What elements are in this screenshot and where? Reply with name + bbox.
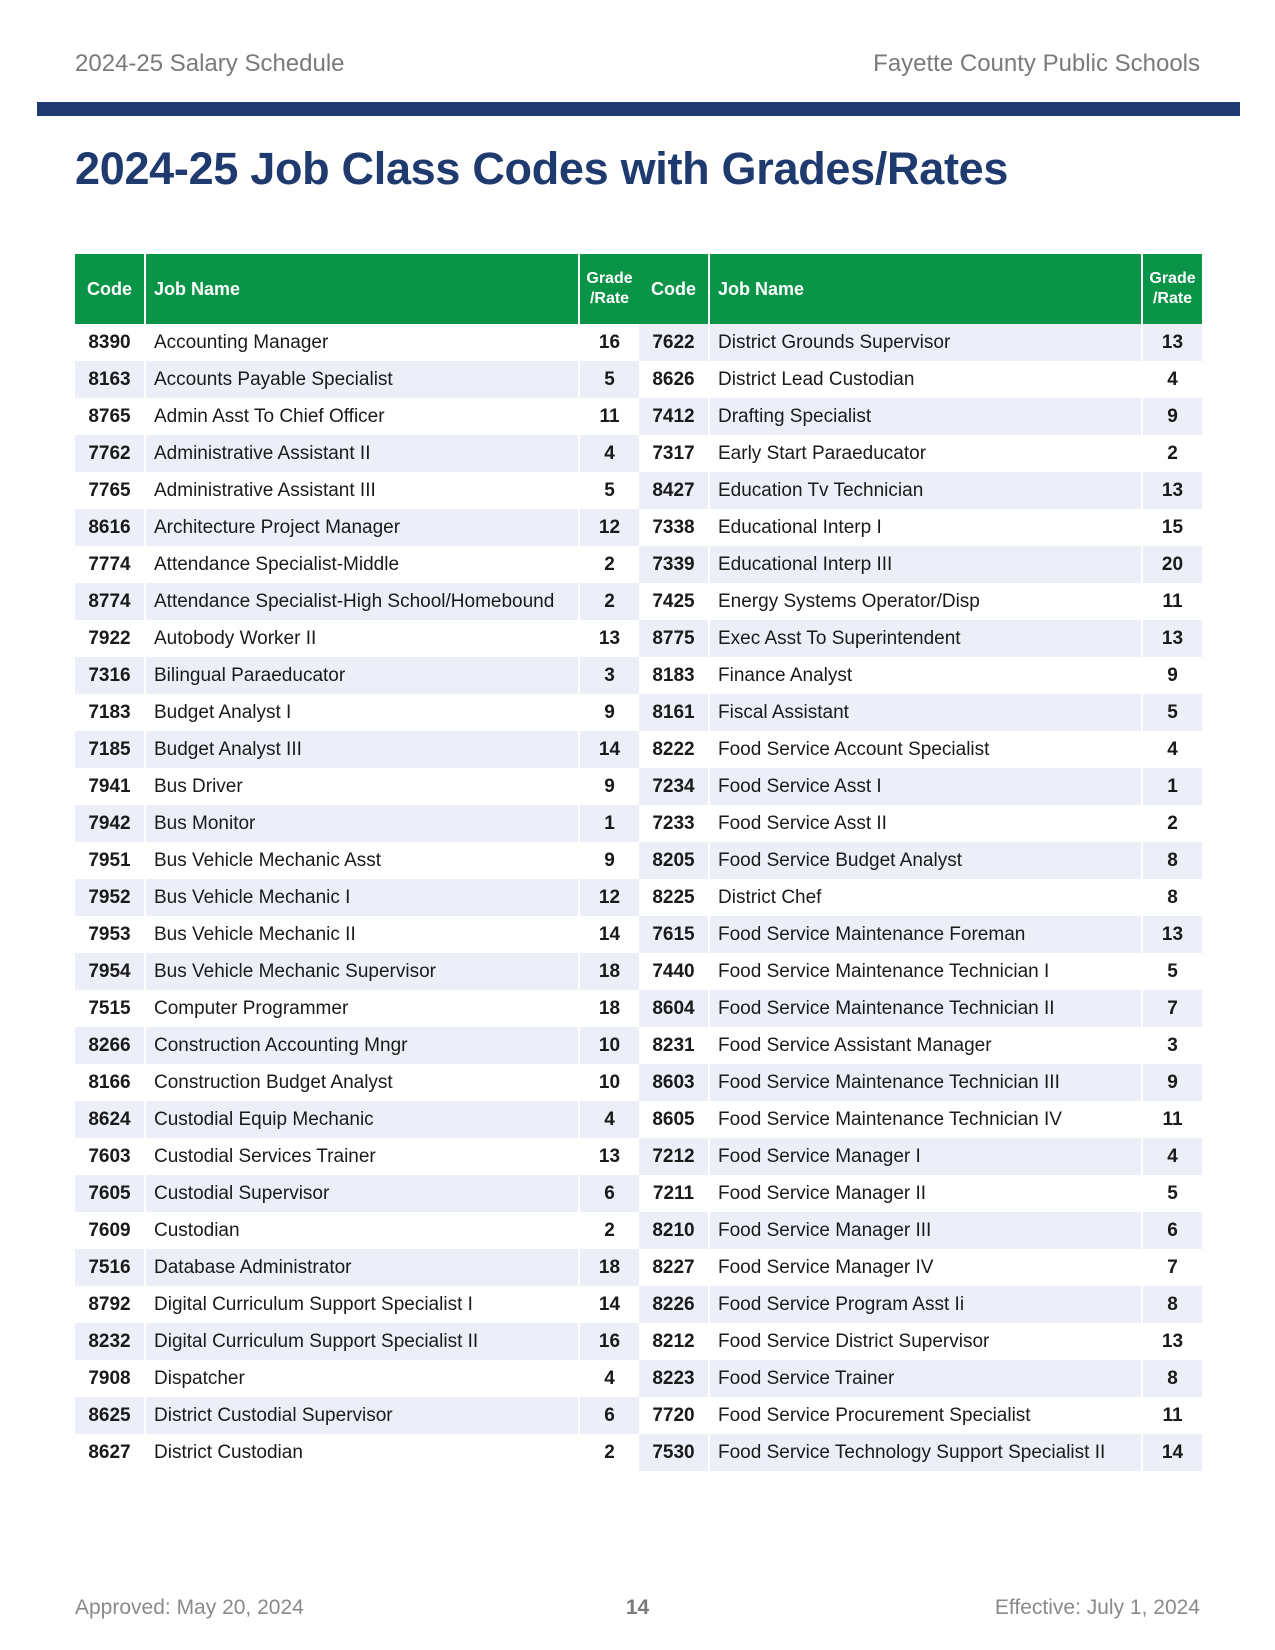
table-row xyxy=(639,1360,1202,1397)
job-name-cell: Food Service Account Specialist xyxy=(709,731,1142,768)
job-name-cell: Computer Programmer xyxy=(145,990,579,1027)
job-code-cell: 8626 xyxy=(639,361,709,398)
column-header-code: Code xyxy=(639,254,709,324)
job-code-cell: 7762 xyxy=(75,435,145,472)
job-code-cell: 7720 xyxy=(639,1397,709,1434)
job-name-cell: Attendance Specialist-Middle xyxy=(145,546,579,583)
grade-rate-cell: 7 xyxy=(1142,1249,1202,1286)
grade-rate-cell: 4 xyxy=(1142,731,1202,768)
job-name-cell: Food Service Procurement Specialist xyxy=(709,1397,1142,1434)
job-code-cell: 8166 xyxy=(75,1064,145,1101)
job-name-cell: District Grounds Supervisor xyxy=(709,324,1142,361)
table-row xyxy=(639,768,1202,805)
header-schedule-title: 2024-25 Salary Schedule xyxy=(75,50,345,77)
table-row xyxy=(639,1323,1202,1360)
grade-rate-cell: 13 xyxy=(598,1145,621,1167)
table-row xyxy=(639,583,1202,620)
grade-rate-cell: 18 xyxy=(598,997,621,1019)
job-code-cell: 7516 xyxy=(75,1249,145,1286)
table-body-right xyxy=(639,324,1202,1471)
grade-rate-cell: 14 xyxy=(598,1293,621,1315)
job-code-cell: 7622 xyxy=(639,324,709,361)
table-row xyxy=(75,1064,639,1101)
job-name-cell: Dispatcher xyxy=(145,1360,579,1397)
job-name-cell: Food Service Maintenance Foreman xyxy=(709,916,1142,953)
table-row xyxy=(639,1249,1202,1286)
job-name-cell: Food Service Maintenance Technician IV xyxy=(709,1101,1142,1138)
table-row xyxy=(75,953,639,990)
grade-header-line2: /Rate xyxy=(589,290,630,307)
job-code-cell: 8232 xyxy=(75,1323,145,1360)
footer-page-number: 14 xyxy=(625,1596,650,1619)
table-row xyxy=(75,731,639,768)
table-row xyxy=(639,1101,1202,1138)
table-row xyxy=(639,324,1202,361)
job-code-cell: 7954 xyxy=(75,953,145,990)
table-row xyxy=(639,398,1202,435)
table-row xyxy=(639,620,1202,657)
grade-rate-cell: 4 xyxy=(604,1367,615,1389)
table-row xyxy=(639,546,1202,583)
grade-rate-cell: 1 xyxy=(579,805,639,842)
table-row xyxy=(75,472,639,509)
table-row xyxy=(75,546,639,583)
grade-rate-cell: 5 xyxy=(604,479,615,501)
table-row xyxy=(639,509,1202,546)
table-row xyxy=(75,694,639,731)
job-code-cell: 7317 xyxy=(639,435,709,472)
table-body-left xyxy=(75,324,639,1471)
table-row xyxy=(639,1286,1202,1323)
table-row xyxy=(75,509,639,546)
grade-rate-cell: 4 xyxy=(579,435,639,472)
job-name-cell: Admin Asst To Chief Officer xyxy=(145,398,579,435)
job-code-cell: 7339 xyxy=(639,546,709,583)
job-name-cell: Bus Vehicle Mechanic II xyxy=(145,916,579,953)
table-row xyxy=(639,1027,1202,1064)
table-row xyxy=(75,1434,639,1471)
job-name-cell: Educational Interp I xyxy=(709,509,1142,546)
job-code-cell: 8183 xyxy=(639,657,709,694)
job-name-cell: Database Administrator xyxy=(145,1249,579,1286)
job-code-cell: 8774 xyxy=(75,583,145,620)
grade-rate-cell: 4 xyxy=(1142,1138,1202,1175)
table-row xyxy=(75,990,639,1027)
table-row xyxy=(639,472,1202,509)
column-header-grade-rate xyxy=(1142,254,1202,324)
table-header-row xyxy=(639,254,1202,324)
table-row xyxy=(75,324,639,361)
table-row xyxy=(75,1138,639,1175)
table-row xyxy=(75,916,639,953)
grade-rate-cell: 6 xyxy=(1142,1212,1202,1249)
footer-effective-date: Effective: July 1, 2024 xyxy=(994,1596,1200,1619)
job-name-cell: Budget Analyst III xyxy=(145,731,579,768)
grade-rate-cell: 5 xyxy=(1142,953,1202,990)
grade-rate-cell: 14 xyxy=(598,923,621,945)
job-code-cell: 8624 xyxy=(75,1101,145,1138)
job-code-cell: 7615 xyxy=(639,916,709,953)
table-row xyxy=(639,1064,1202,1101)
job-name-cell: Food Service Maintenance Technician III xyxy=(709,1064,1142,1101)
table-row xyxy=(75,398,639,435)
job-name-cell: Custodial Supervisor xyxy=(145,1175,579,1212)
table-row xyxy=(75,768,639,805)
job-code-cell: 7765 xyxy=(75,472,145,509)
grade-rate-cell: 11 xyxy=(1142,1101,1202,1138)
job-code-cell: 8603 xyxy=(639,1064,709,1101)
grade-rate-cell: 5 xyxy=(1142,1175,1202,1212)
job-name-cell: Bus Vehicle Mechanic Supervisor xyxy=(145,953,579,990)
job-name-cell: Custodial Services Trainer xyxy=(145,1138,579,1175)
grade-rate-cell: 4 xyxy=(1142,361,1202,398)
job-code-cell: 8223 xyxy=(639,1360,709,1397)
table-row xyxy=(75,657,639,694)
table-row xyxy=(75,1397,639,1434)
job-code-cell: 7530 xyxy=(639,1434,709,1471)
grade-rate-cell: 11 xyxy=(599,405,620,427)
table-row xyxy=(639,1212,1202,1249)
table-row xyxy=(639,990,1202,1027)
job-name-cell: Food Service Asst II xyxy=(709,805,1142,842)
job-name-cell: Food Service Asst I xyxy=(709,768,1142,805)
grade-rate-cell: 11 xyxy=(1142,583,1202,620)
table-row xyxy=(75,1286,639,1323)
job-code-cell: 8225 xyxy=(639,879,709,916)
job-name-cell: Custodian xyxy=(145,1212,579,1249)
table-row xyxy=(75,1323,639,1360)
table-row xyxy=(75,805,639,842)
job-code-cell: 7605 xyxy=(75,1175,145,1212)
grade-rate-cell: 9 xyxy=(1142,1064,1202,1101)
grade-header-line2: /Rate xyxy=(1152,290,1193,307)
job-name-cell: Administrative Assistant II xyxy=(145,435,579,472)
grade-rate-cell: 2 xyxy=(604,1219,615,1241)
job-code-cell: 8616 xyxy=(75,509,145,546)
grade-rate-cell: 5 xyxy=(1142,694,1202,731)
grade-rate-cell: 13 xyxy=(1142,472,1202,509)
grade-rate-cell: 13 xyxy=(1142,620,1202,657)
grade-rate-cell: 12 xyxy=(579,509,639,546)
job-name-cell: Custodial Equip Mechanic xyxy=(145,1101,579,1138)
grade-rate-cell: 5 xyxy=(579,361,639,398)
job-codes-table-right xyxy=(639,254,1202,1471)
grade-rate-cell: 14 xyxy=(1142,1434,1202,1471)
table-row xyxy=(639,731,1202,768)
column-header-job-name: Job Name xyxy=(145,254,579,324)
job-code-cell: 8212 xyxy=(639,1323,709,1360)
job-name-cell: Food Service Manager II xyxy=(709,1175,1142,1212)
grade-rate-cell: 6 xyxy=(579,1397,639,1434)
grade-rate-cell: 9 xyxy=(604,849,615,871)
job-code-cell: 7774 xyxy=(75,546,145,583)
job-name-cell: Budget Analyst I xyxy=(145,694,579,731)
column-header-job-name: Job Name xyxy=(709,254,1142,324)
grade-rate-cell: 13 xyxy=(1142,1323,1202,1360)
job-code-cell: 8605 xyxy=(639,1101,709,1138)
job-code-cell: 7183 xyxy=(75,694,145,731)
table-row xyxy=(639,1138,1202,1175)
grade-rate-cell: 13 xyxy=(598,627,621,649)
job-name-cell: District Custodian xyxy=(145,1434,579,1471)
job-codes-table-left xyxy=(75,254,639,1471)
table-row xyxy=(639,435,1202,472)
grade-rate-cell: 8 xyxy=(1142,879,1202,916)
job-code-cell: 7603 xyxy=(75,1138,145,1175)
grade-rate-cell: 12 xyxy=(579,879,639,916)
job-code-cell: 8427 xyxy=(639,472,709,509)
job-code-cell: 7234 xyxy=(639,768,709,805)
grade-rate-cell: 20 xyxy=(1142,546,1202,583)
job-code-cell: 7185 xyxy=(75,731,145,768)
job-name-cell: Food Service Trainer xyxy=(709,1360,1142,1397)
job-code-cell: 7316 xyxy=(75,657,145,694)
job-name-cell: Finance Analyst xyxy=(709,657,1142,694)
job-code-cell: 7922 xyxy=(75,620,145,657)
table-row xyxy=(639,916,1202,953)
page-title: 2024-25 Job Class Codes with Grades/Rates xyxy=(75,143,1009,194)
grade-rate-cell: 3 xyxy=(579,657,639,694)
job-name-cell: Bus Vehicle Mechanic Asst xyxy=(145,842,579,879)
grade-rate-cell: 15 xyxy=(1142,509,1202,546)
job-name-cell: District Chef xyxy=(709,879,1142,916)
job-code-cell: 8765 xyxy=(75,398,145,435)
job-code-cell: 8625 xyxy=(75,1397,145,1434)
table-row xyxy=(639,1175,1202,1212)
job-code-cell: 8226 xyxy=(639,1286,709,1323)
job-name-cell: Energy Systems Operator/Disp xyxy=(709,583,1142,620)
column-header-grade-rate xyxy=(579,254,639,324)
table-row xyxy=(75,1212,639,1249)
job-code-cell: 8266 xyxy=(75,1027,145,1064)
grade-rate-cell: 2 xyxy=(1142,435,1202,472)
table-header-row xyxy=(75,254,639,324)
table-row xyxy=(75,1101,639,1138)
grade-rate-cell: 13 xyxy=(1142,916,1202,953)
grade-rate-cell: 16 xyxy=(598,331,621,353)
grade-rate-cell: 9 xyxy=(1142,398,1202,435)
grade-rate-cell: 13 xyxy=(1142,324,1202,361)
job-name-cell: Food Service District Supervisor xyxy=(709,1323,1142,1360)
job-name-cell: Early Start Paraeducator xyxy=(709,435,1142,472)
job-name-cell: Food Service Manager IV xyxy=(709,1249,1142,1286)
table-row xyxy=(639,694,1202,731)
job-code-cell: 7412 xyxy=(639,398,709,435)
job-name-cell: District Custodial Supervisor xyxy=(145,1397,579,1434)
job-code-cell: 7515 xyxy=(75,990,145,1027)
grade-rate-cell: 9 xyxy=(604,775,615,797)
column-header-code: Code xyxy=(75,254,145,324)
job-code-cell: 7233 xyxy=(639,805,709,842)
job-name-cell: Fiscal Assistant xyxy=(709,694,1142,731)
job-name-cell: Attendance Specialist-High School/Homebound xyxy=(145,583,579,620)
job-code-cell: 7942 xyxy=(75,805,145,842)
job-code-cell: 7609 xyxy=(75,1212,145,1249)
job-name-cell: Drafting Specialist xyxy=(709,398,1142,435)
job-code-cell: 8627 xyxy=(75,1434,145,1471)
job-name-cell: Educational Interp III xyxy=(709,546,1142,583)
job-name-cell: Education Tv Technician xyxy=(709,472,1142,509)
grade-rate-cell: 2 xyxy=(579,583,639,620)
grade-rate-cell: 8 xyxy=(1142,1360,1202,1397)
job-code-cell: 7338 xyxy=(639,509,709,546)
job-name-cell: Bus Monitor xyxy=(145,805,579,842)
table-row xyxy=(75,435,639,472)
table-row xyxy=(75,1360,639,1397)
grade-rate-cell: 14 xyxy=(579,731,639,768)
job-name-cell: Food Service Assistant Manager xyxy=(709,1027,1142,1064)
job-code-cell: 8604 xyxy=(639,990,709,1027)
grade-rate-cell: 18 xyxy=(579,953,639,990)
grade-rate-cell: 16 xyxy=(579,1323,639,1360)
job-name-cell: Accounting Manager xyxy=(145,324,579,361)
job-name-cell: Food Service Maintenance Technician II xyxy=(709,990,1142,1027)
table-row xyxy=(639,361,1202,398)
grade-rate-cell: 8 xyxy=(1142,1286,1202,1323)
table-row xyxy=(639,879,1202,916)
job-name-cell: Bus Vehicle Mechanic I xyxy=(145,879,579,916)
job-code-cell: 8792 xyxy=(75,1286,145,1323)
grade-rate-cell: 10 xyxy=(579,1027,639,1064)
grade-rate-cell: 7 xyxy=(1142,990,1202,1027)
table-row xyxy=(75,1027,639,1064)
job-code-cell: 8390 xyxy=(75,324,145,361)
header-divider xyxy=(37,102,1240,116)
job-code-cell: 7951 xyxy=(75,842,145,879)
job-code-cell: 8231 xyxy=(639,1027,709,1064)
job-code-cell: 7952 xyxy=(75,879,145,916)
job-code-cell: 7941 xyxy=(75,768,145,805)
job-code-cell: 8163 xyxy=(75,361,145,398)
table-row xyxy=(75,583,639,620)
job-name-cell: Digital Curriculum Support Specialist I xyxy=(145,1286,579,1323)
job-name-cell: Food Service Budget Analyst xyxy=(709,842,1142,879)
job-name-cell: Accounts Payable Specialist xyxy=(145,361,579,398)
grade-header-line1: Grade xyxy=(1149,270,1196,287)
grade-rate-cell: 11 xyxy=(1142,1397,1202,1434)
job-code-cell: 8775 xyxy=(639,620,709,657)
table-row xyxy=(639,1434,1202,1471)
table-row xyxy=(639,953,1202,990)
table-row xyxy=(75,1175,639,1212)
grade-rate-cell: 4 xyxy=(579,1101,639,1138)
grade-rate-cell: 8 xyxy=(1142,842,1202,879)
job-name-cell: Food Service Technology Support Specialist II xyxy=(709,1434,1142,1471)
job-code-cell: 8222 xyxy=(639,731,709,768)
table-row xyxy=(75,620,639,657)
job-name-cell: Digital Curriculum Support Specialist II xyxy=(145,1323,579,1360)
job-name-cell: Food Service Manager III xyxy=(709,1212,1142,1249)
job-code-cell: 7212 xyxy=(639,1138,709,1175)
job-code-cell: 7425 xyxy=(639,583,709,620)
job-name-cell: Food Service Program Asst Ii xyxy=(709,1286,1142,1323)
job-name-cell: Construction Accounting Mngr xyxy=(145,1027,579,1064)
grade-rate-cell: 9 xyxy=(1142,657,1202,694)
grade-rate-cell: 9 xyxy=(604,701,615,723)
table-row xyxy=(75,361,639,398)
header-organization: Fayette County Public Schools xyxy=(873,50,1200,77)
grade-rate-cell: 2 xyxy=(604,553,615,575)
job-code-cell: 7211 xyxy=(639,1175,709,1212)
table-row xyxy=(639,657,1202,694)
job-code-cell: 8161 xyxy=(639,694,709,731)
grade-rate-cell: 2 xyxy=(604,1441,615,1463)
job-name-cell: Architecture Project Manager xyxy=(145,509,579,546)
job-code-cell: 8227 xyxy=(639,1249,709,1286)
job-name-cell: Exec Asst To Superintendent xyxy=(709,620,1142,657)
grade-rate-cell: 1 xyxy=(1142,768,1202,805)
job-code-cell: 7953 xyxy=(75,916,145,953)
table-row xyxy=(639,805,1202,842)
grade-rate-cell: 6 xyxy=(579,1175,639,1212)
job-code-cell: 7908 xyxy=(75,1360,145,1397)
footer-approved-date: Approved: May 20, 2024 xyxy=(75,1596,304,1619)
job-name-cell: Administrative Assistant III xyxy=(145,472,579,509)
job-name-cell: Autobody Worker II xyxy=(145,620,579,657)
job-name-cell: District Lead Custodian xyxy=(709,361,1142,398)
table-row xyxy=(639,1397,1202,1434)
table-row xyxy=(75,879,639,916)
table-row xyxy=(75,1249,639,1286)
table-row xyxy=(639,842,1202,879)
job-code-cell: 8210 xyxy=(639,1212,709,1249)
grade-rate-cell: 3 xyxy=(1142,1027,1202,1064)
grade-rate-cell: 2 xyxy=(1142,805,1202,842)
job-name-cell: Food Service Maintenance Technician I xyxy=(709,953,1142,990)
job-name-cell: Construction Budget Analyst xyxy=(145,1064,579,1101)
grade-rate-cell: 18 xyxy=(579,1249,639,1286)
job-name-cell: Bus Driver xyxy=(145,768,579,805)
grade-rate-cell: 10 xyxy=(598,1071,621,1093)
grade-header-line1: Grade xyxy=(586,270,633,287)
table-row xyxy=(75,842,639,879)
job-name-cell: Food Service Manager I xyxy=(709,1138,1142,1175)
job-name-cell: Bilingual Paraeducator xyxy=(145,657,579,694)
job-code-cell: 7440 xyxy=(639,953,709,990)
job-code-cell: 8205 xyxy=(639,842,709,879)
